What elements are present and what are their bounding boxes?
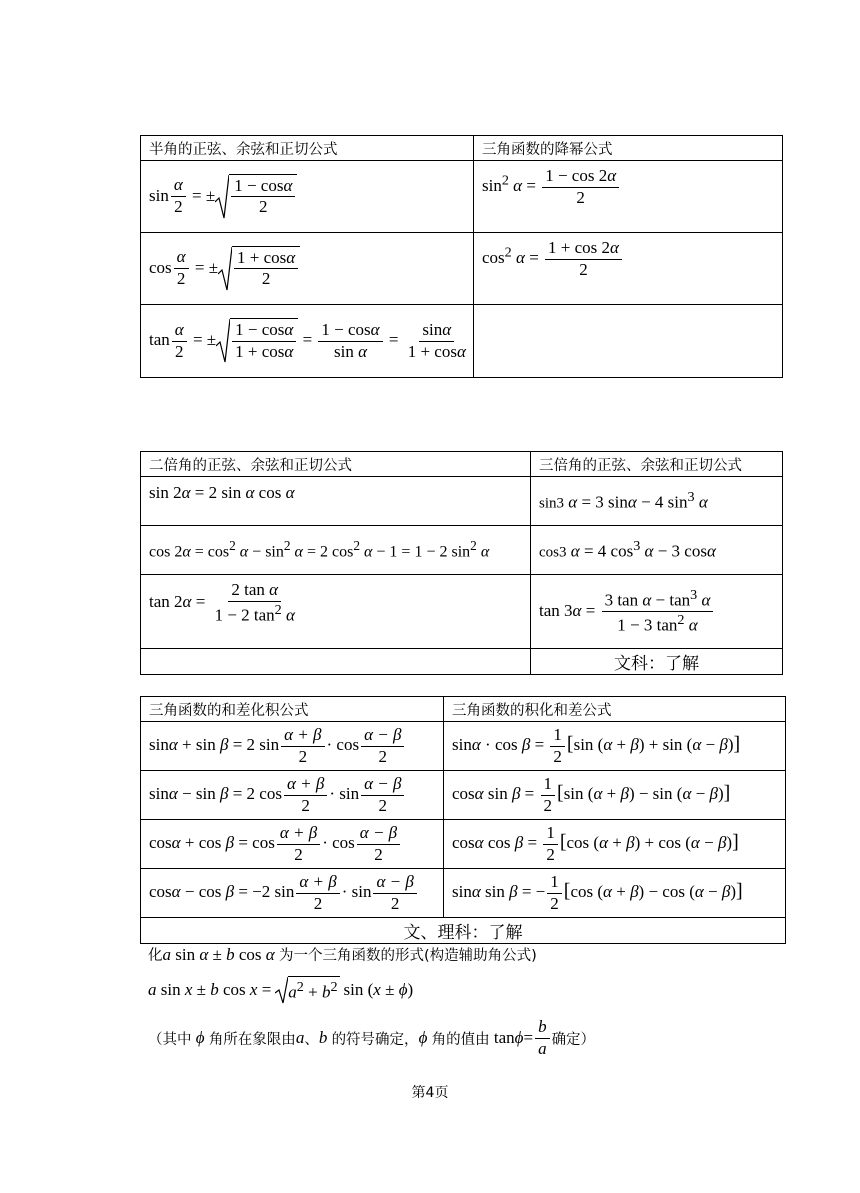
product-cos-cos-formula: cosα cos β = $\frac{1}{2}$ [cos (α + β) + cos (α − β)] [444, 820, 786, 869]
product-sin-sin-formula: sinα sin β = − $\frac{1}{2}$ [cos (α + β) − cos (α − β)] [444, 869, 786, 918]
arts-note: 文科：了解 [531, 649, 783, 675]
aux-note-sep: 、 [304, 1031, 319, 1048]
aux-title: 化a sin α ± b cos α 为一个三角函数的形式(构造辅助角公式) [148, 945, 537, 964]
power-reduction-header: 三角函数的降幂公式 [474, 136, 783, 161]
arts-science-note: 文、理科：了解 [141, 918, 786, 944]
empty-cell [474, 305, 783, 378]
sum-to-product-header: 三角函数的和差化积公式 [141, 697, 444, 722]
product-to-sum-header: 三角函数的积化和差公式 [444, 697, 786, 722]
double-angle-header: 二倍角的正弦、余弦和正切公式 [141, 452, 531, 477]
triple-sin-formula: sin3 α = 3 sinα − 4 $\sin^3 \alpha$ [531, 477, 783, 526]
product-cos-sin-formula: cosα sin β = $\frac{1}{2}$ [sin (α + β) − sin (α − β)] [444, 771, 786, 820]
aux-note-part4: 角的值由 [431, 1031, 490, 1048]
sin-square-formula: $\sin^2 \alpha$ = $\frac{1 - \cos 2\alpha}{2}$ [474, 161, 783, 233]
double-sin-formula: sin 2α = 2 sin α cos α [141, 477, 531, 526]
triple-cos-formula: cos3 α = 4 $\cos^3 \alpha - 3$ cosα [531, 526, 783, 575]
sum-sin-formula: sinα + sin β = 2 sin $\frac{\alpha + \beta}{2}$ · cos $\frac{\alpha - \beta}{2}$ [141, 722, 444, 771]
double-cos-formula: $\cos 2\alpha = \cos^2 \alpha - \sin^2 \alpha = 2$ $\cos^2 \alpha - 1 = 1 - 2$ $\sin^2 \alpha$ [141, 526, 531, 575]
aux-note-part5: 确定） [551, 1031, 596, 1048]
sum-cos-formula: cosα + cos β = cos $\frac{\alpha + \beta}{2}$ · cos $\frac{\alpha - \beta}{2}$ [141, 820, 444, 869]
half-sin-formula: sin $\frac{\alpha}{2}$ = ± $\frac{1 - \cos\alpha}{2}$ [141, 161, 474, 233]
half-cos-formula: cos $\frac{\alpha}{2}$ = ± $\frac{1 + \cos\alpha}{2}$ [141, 233, 474, 305]
half-angle-table [140, 135, 783, 378]
aux-title-prefix: 化 [148, 948, 163, 964]
double-tan-formula: tan 2α = $\frac{\text{2 tan α}}{1 - 2 \tan^2 \alpha}$ [141, 575, 531, 649]
aux-note-part1: （其中 [148, 1031, 192, 1048]
aux-formula: a sin x ± b cos x = $a^2 + b^2$ sin (x ± ϕ) [148, 976, 413, 1004]
table2-empty-cell [141, 649, 531, 675]
page-number: 第4页 [411, 1085, 449, 1101]
multiple-angle-table [140, 451, 783, 675]
aux-note: （其中 ϕ 角所在象限由 a 、 b 的符号确定， ϕ 角的值由 tan ϕ = b a 确定） [148, 1017, 596, 1058]
half-tan-formula: tan $\frac{\alpha}{2}$ = ± $\frac{1 - \cos\alpha}{1 + \cos\alpha}$ = $\frac{1 - \cos\alpha}{\text{sin α}}$ = $\frac{\sin\alpha}{1 + \cos\alpha}$ [141, 305, 474, 378]
triple-tan-formula: tan 3α = $\frac{3 \tan \alpha - \tan^3 \alpha}{1 - 3 \tan^2 \alpha}$ [531, 575, 783, 649]
triple-angle-header: 三倍角的正弦、余弦和正切公式 [531, 452, 783, 477]
aux-title-suffix: 为一个三角函数的形式(构造辅助角公式) [278, 948, 537, 964]
sum-product-table [140, 696, 786, 944]
half-angle-header: 半角的正弦、余弦和正切公式 [141, 136, 474, 161]
diff-sin-formula: sinα − sin β = 2 cos $\frac{\alpha + \beta}{2}$ · sin $\frac{\alpha - \beta}{2}$ [141, 771, 444, 820]
cos-square-formula: $\cos^2 \alpha$ = $\frac{1 + \cos 2\alpha}{2}$ [474, 233, 783, 305]
aux-note-part2: 角所在象限由 [208, 1031, 296, 1048]
diff-cos-formula: cosα − cos β = −2 sin $\frac{\alpha + \beta}{2}$ · sin $\frac{\alpha - \beta}{2}$ [141, 869, 444, 918]
aux-note-part3: 的符号确定， [331, 1031, 419, 1048]
product-sin-cos-formula: sinα · cos β = $\frac{1}{2}$ [sin (α + β) + sin (α − β)] [444, 722, 786, 771]
